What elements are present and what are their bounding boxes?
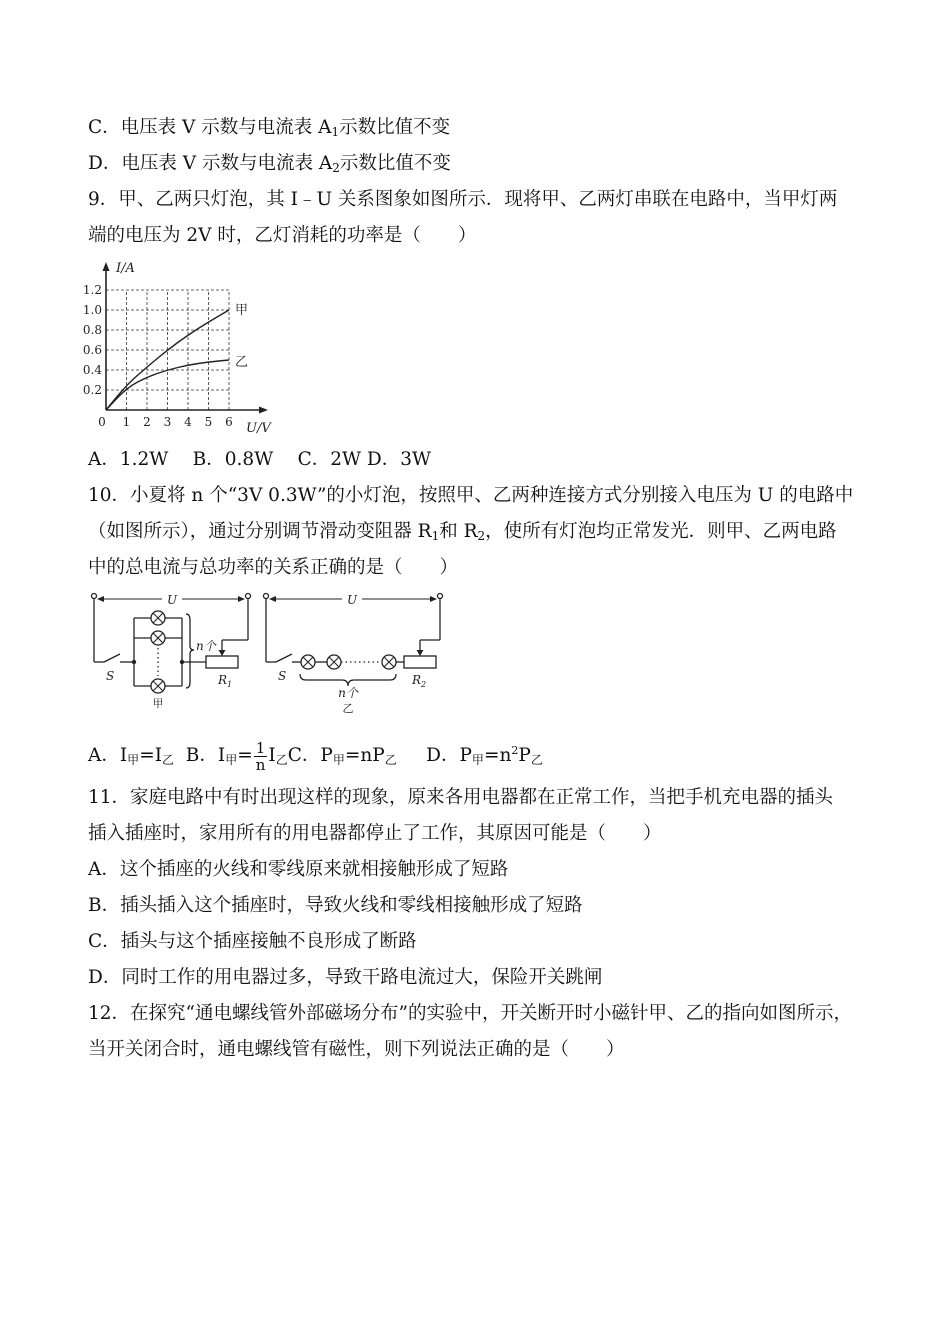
chart-x-arrow <box>259 407 268 414</box>
arrow-left-icon <box>97 596 104 602</box>
q10-opt-a-sub2: 乙 <box>162 753 175 767</box>
q10-opt-d-sup: 2 <box>511 744 519 757</box>
x-tick-label: 3 <box>163 415 172 429</box>
fraction-denominator: n <box>255 755 266 774</box>
q10-stem-line1: 10．小夏将 n 个“3V 0.3W”的小灯泡，按照甲、乙两种连接方式分别接入电压为 U 的电路中 <box>88 485 854 506</box>
q11-option-d: D．同时工作的用电器过多，导致干路电流过大，保险开关跳闸 <box>88 967 603 988</box>
arrow-right-icon <box>238 596 245 602</box>
circuit-yi-slider-arrow <box>417 650 424 656</box>
circuit-yi-n-label: n个 <box>338 686 358 700</box>
circuit-jia-slider-arrow <box>219 650 226 656</box>
fraction-numerator: 1 <box>254 740 268 757</box>
circuit-yi-s-label: S <box>278 669 287 683</box>
x-tick-label: 1 <box>122 415 131 429</box>
lamp-icon <box>327 655 341 669</box>
arrow-right-icon <box>430 596 437 602</box>
q10-stem-line2-c: ，使所有灯泡均正常发光．则甲、乙两电路 <box>485 521 837 542</box>
lamp-icon <box>151 679 165 693</box>
chart-x-label: U/V <box>246 421 271 436</box>
chart-y-label: I/A <box>116 261 135 276</box>
arrow-left-icon <box>269 596 276 602</box>
x-tick-label: 2 <box>143 415 151 429</box>
q10-opt-c-sub2: 乙 <box>384 753 397 767</box>
q10-opt-c-mid: =nP <box>344 745 385 766</box>
q12-stem-line1: 12．在探究“通电螺线管外部磁场分布”的实验中，开关断开时小磁针甲、乙的指向如图所示， <box>88 1003 852 1024</box>
q8-option-c-text: C．电压表 V 示数与电流表 A <box>88 117 332 138</box>
q9-iu-chart <box>82 258 276 438</box>
q10-stem-line3: 中的总电流与总功率的关系正确的是（ ） <box>88 557 459 578</box>
q10-opt-c-sub1: 甲 <box>332 753 345 767</box>
q11-stem-line2: 插入插座时，家用所有的用电器都停止了工作，其原因可能是（ ） <box>88 823 662 844</box>
x-tick-label: 4 <box>184 415 192 429</box>
q10-opt-b-fraction <box>254 740 268 773</box>
y-tick-label: 0.8 <box>82 323 102 337</box>
q10-opt-d-p: P <box>518 745 531 766</box>
q10-options <box>88 736 543 774</box>
q9-stem-line1: 9．甲、乙两只灯泡，其 I﹣U 关系图象如图所示．现将甲、乙两灯串联在电路中，当甲灯两 <box>88 189 838 210</box>
chart-y-arrow <box>103 262 110 271</box>
q10-stem-line2-a: （如图所示），通过分别调节滑动变阻器 R <box>88 521 432 542</box>
lamp-icon <box>382 655 396 669</box>
circuit-yi-r2-label: $R_2$ <box>412 673 427 689</box>
chart-origin-label: 0 <box>98 415 106 429</box>
circuit-jia-n-label: n个 <box>196 639 216 653</box>
q10-opt-a-sub1: 甲 <box>127 753 140 767</box>
y-tick-label: 0.6 <box>82 343 102 357</box>
q8-option-c-sub: 1 <box>331 125 340 139</box>
q10-opt-d: D．P <box>426 745 472 766</box>
q10-opt-a-mid: =I <box>139 745 162 766</box>
q10-opt-c: C．P <box>287 745 333 766</box>
q10-opt-d-mid: =n <box>483 745 512 766</box>
x-tick-label: 5 <box>204 415 213 429</box>
lamp-icon <box>301 655 315 669</box>
q10-r1-sub: 1 <box>431 529 440 543</box>
circuit-yi-u-label: U <box>346 593 358 607</box>
y-tick-label: 0.2 <box>82 383 102 397</box>
q8-option-d-sub: 2 <box>332 161 340 175</box>
q10-stem-line2-b: 和 R <box>439 521 478 542</box>
q8-option-d <box>88 152 451 180</box>
q10-r2-sub: 2 <box>477 529 486 543</box>
q10-opt-b: B．I <box>185 745 226 766</box>
circuit-jia-caption: 甲 <box>152 697 164 710</box>
y-tick-label: 1.0 <box>82 303 102 317</box>
q10-circuit-diagrams <box>86 590 456 720</box>
series-jia-label: 甲 <box>235 303 249 318</box>
q8-option-c <box>88 116 450 144</box>
series-yi-label: 乙 <box>235 355 249 370</box>
x-tick-label: 6 <box>225 415 233 429</box>
q10-opt-b-sub1: 甲 <box>225 753 238 767</box>
q11-option-a: A．这个插座的火线和零线原来就相接触形成了短路 <box>88 859 509 880</box>
lamp-icon <box>151 631 165 645</box>
circuit-jia-node-left <box>132 660 136 664</box>
q11-option-b: B．插头插入这个插座时，导致火线和零线相接触形成了短路 <box>88 895 583 916</box>
circuit-jia-u-label: U <box>166 593 178 607</box>
q10-stem-line2 <box>88 520 837 548</box>
circuit-jia-r1-label: $R_1$ <box>218 673 233 689</box>
q10-opt-a: A．I <box>88 745 128 766</box>
circuit-yi-caption: 乙 <box>342 702 354 715</box>
q9-options: A．1.2W B．0.8W C．2W D．3W <box>88 449 432 470</box>
y-tick-label: 1.2 <box>82 283 102 297</box>
circuit-jia-node-right <box>180 660 184 664</box>
lamp-icon <box>151 611 165 625</box>
q8-option-d-text: D．电压表 V 示数与电流表 A <box>88 153 333 174</box>
circuit-jia-s-label: S <box>106 669 115 683</box>
q10-opt-b-eq: = <box>237 745 253 766</box>
q10-opt-b-sub2: 乙 <box>275 753 288 767</box>
y-tick-label: 0.4 <box>82 363 102 377</box>
q10-opt-d-sub2: 乙 <box>530 753 543 767</box>
q11-stem-line1: 11．家庭电路中有时出现这样的现象，原来各用电器都在正常工作，当把手机充电器的插头 <box>88 787 834 808</box>
q8-option-d-rest: 示数比值不变 <box>339 153 451 174</box>
q9-stem-line2: 端的电压为 2V 时，乙灯消耗的功率是（ ） <box>88 225 477 246</box>
q10-opt-d-sub1: 甲 <box>471 753 484 767</box>
q12-stem-line2: 当开关闭合时，通电螺线管有磁性，则下列说法正确的是（ ） <box>88 1039 625 1060</box>
q8-option-c-rest: 示数比值不变 <box>339 117 451 138</box>
chart-series <box>106 303 248 410</box>
q11-option-c: C．插头与这个插座接触不良形成了断路 <box>88 931 417 952</box>
q10-opt-b-i: I <box>268 745 276 766</box>
